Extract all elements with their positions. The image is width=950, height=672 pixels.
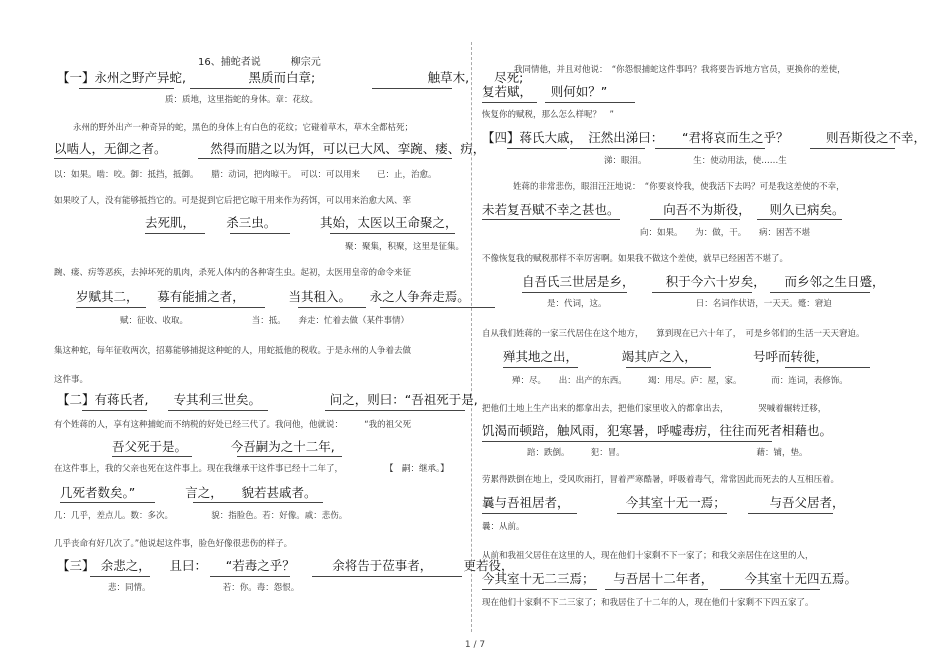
underline bbox=[482, 102, 537, 103]
translation: 自从我们姓蒋的一家三代居住在这个地方， 算到现在已六十年了， 可是乡邻们的生活一天天窘迫。 bbox=[482, 329, 865, 339]
underline bbox=[79, 88, 174, 89]
text-line: 未若复吾赋不幸之甚也。 向吾不为斯役， 则久已病矣。 bbox=[482, 202, 845, 217]
text-line: 以啮人，无御之者。 然得而腊之以为饵，可以已大风、挛踠、瘘、疠， bbox=[54, 141, 486, 156]
text-line: 去死肌， 杀三虫。 其始，太医以王命聚之， bbox=[145, 215, 458, 230]
text-line: 岁赋其二， 募有能捕之者， 当其租入。 永之人争奔走焉。 bbox=[76, 289, 470, 304]
underline bbox=[785, 367, 870, 368]
translation: 不像恢复我的赋税那样不幸厉害啊。如果我不做这个差使，就早已经困苦不堪了。 bbox=[482, 254, 789, 264]
translation: 在这件事上，我的父亲也死在这件事上。现在我继承干这件事已经十二年了， bbox=[54, 464, 344, 474]
underline bbox=[757, 219, 842, 220]
underline bbox=[54, 158, 149, 159]
underline bbox=[770, 292, 870, 293]
underline bbox=[76, 307, 146, 308]
annotation: 聚：聚集，积聚，这里是征集。 bbox=[345, 242, 465, 252]
underline bbox=[380, 307, 495, 308]
translation: 踠、瘘、疠等恶疾，去掉坏死的肌肉，杀死人体内的各种寄生虫。起初，太医用皇帝的命令来征 bbox=[54, 268, 412, 278]
annotation: 几：几乎，差点儿。数：多次。 貌：指脸色。若：好像。戚：悲伤。 bbox=[54, 511, 348, 521]
translation: 这件事。 bbox=[54, 375, 89, 385]
page-number: 1 / 7 bbox=[464, 640, 486, 650]
underline bbox=[650, 219, 740, 220]
underline bbox=[810, 148, 895, 149]
underline bbox=[330, 233, 455, 234]
translation: 有个姓蒋的人，享有这种捕蛇而不纳税的好处已经三代了。我问他，他就说： “我的祖父死 bbox=[54, 420, 412, 430]
underline bbox=[160, 307, 265, 308]
underline bbox=[312, 576, 462, 577]
annotation: 悲：同情。 若：你。毒：怨恨。 bbox=[108, 583, 300, 593]
text-line: 饥渴而顿踣，触风雨，犯寒暑，呼嘘毒疠，往往而死者相藉也。 bbox=[482, 423, 833, 438]
underline bbox=[168, 410, 268, 411]
column-divider bbox=[471, 42, 472, 632]
translation: 我同情他，并且对他说： “你怨恨捕蛇这件事吗？我将要告诉地方官员，更换你的差使， bbox=[514, 65, 846, 75]
underline bbox=[503, 367, 578, 368]
underline bbox=[60, 502, 155, 503]
annotation: 殚：尽。 出：出产的东西。 竭：用尽。庐：屋，家。 而：连词，表修饰。 bbox=[512, 376, 848, 386]
underline bbox=[230, 233, 290, 234]
underline bbox=[482, 513, 577, 514]
translation: 几乎丧命有好几次了。”他说起这件事，脸色好像很悲伤的样子。 bbox=[54, 539, 293, 549]
translation: 劳累得跌倒在地上，受风吹雨打，冒着严寒酷暑，呼吸着毒气，常常因此而死去的人互相压着。 bbox=[482, 475, 840, 485]
underline bbox=[90, 576, 150, 577]
annotation: 是：代词，这。 日：名词作状语，一天天。蹙：窘迫 bbox=[547, 299, 832, 309]
annotation: 踣：跌倒。 犯：冒。 藉：铺，垫。 bbox=[527, 448, 808, 458]
s1-heading: 【一】永州之野产异蛇, 黑质而白章; 触草木, 尽死; bbox=[57, 70, 524, 85]
annotation: 曩：从前。 bbox=[482, 522, 525, 532]
underline bbox=[652, 292, 752, 293]
underline bbox=[605, 589, 708, 590]
s4-heading: 【四】蒋氏大戚， 汪然出涕曰： “君将哀而生之乎？ 则吾斯役之不幸， bbox=[482, 130, 926, 145]
text-line: 吾父死于是。 今吾嗣为之十二年, bbox=[112, 439, 335, 454]
translation: 如果咬了人，没有能够抵挡它的。可是捉到它后把它晾干用来作为药饵，可以用来治愈大风、挛 bbox=[54, 196, 412, 206]
underline bbox=[482, 441, 772, 442]
underline bbox=[720, 589, 820, 590]
translation: 永州的野外出产一种奇异的蛇，黑色的身体上有白色的花纹；它碰着草木，草木全都枯死； bbox=[73, 123, 414, 133]
translation: 恢复你的赋税，那么怎么样呢？ ” bbox=[482, 110, 614, 120]
underline bbox=[190, 88, 280, 89]
underline bbox=[298, 307, 366, 308]
underline bbox=[112, 456, 192, 457]
translation: 集这种蛇，每年征收两次，招募能够捕捉这种蛇的人，用蛇抵他的税收。于是永州的人争着去做 bbox=[54, 346, 412, 356]
translation: 姓蒋的非常悲伤，眼泪汪汪地说： “你要哀怜我，使我活下去吗？可是我这差使的不幸， bbox=[513, 182, 845, 192]
underline bbox=[482, 589, 597, 590]
annotation: 【 嗣：继承。】 bbox=[385, 464, 449, 474]
underline bbox=[82, 410, 147, 411]
underline bbox=[507, 148, 567, 149]
text-line: 今其室十无二三焉； 与吾居十二年者， 今其室十无四五焉。 bbox=[482, 571, 858, 586]
annotation: 质：质地，这里指蛇的身体。章：花纹。 bbox=[165, 95, 319, 105]
underline bbox=[570, 148, 645, 149]
text-line: 几死者数矣。” 言之， 貌若甚戚者。 bbox=[60, 485, 317, 500]
underline bbox=[617, 513, 727, 514]
translation: 从前和我祖父居住在这里的人，现在他们十家剩不下一家了；和我父亲居住在这里的人， bbox=[482, 551, 814, 561]
annotation: 涕：眼泪。 生：使动用法，使……生 bbox=[604, 156, 787, 166]
s2-heading: 【二】有蒋氏者, 专其利三世矣。 问之，则曰：“吾祖死于是, bbox=[57, 392, 478, 407]
underline bbox=[655, 148, 765, 149]
underline bbox=[626, 367, 711, 368]
text-line: 自吾氏三世居是乡， 积于今六十岁矣， 而乡邻之生日蹙， bbox=[522, 274, 885, 289]
underline bbox=[237, 456, 342, 457]
page-title: 16、捕蛇者说 柳宗元 bbox=[198, 57, 321, 68]
text-line: 曩与吾祖居者， 今其室十无一焉； 与吾父居者， bbox=[482, 495, 845, 510]
translation: 现在他们十家剩不下二三家了；和我居住了十二年的人，现在他们十家剩不下四五家了。 bbox=[482, 598, 814, 608]
text-line: 殚其地之出， 竭其庐之入， 号呼而转徙， bbox=[503, 349, 829, 364]
underline bbox=[325, 410, 465, 411]
underline bbox=[545, 102, 635, 103]
translation: 把他们土地上生产出来的都拿出去，把他们家里收入的都拿出去， 哭喊着辗转迁移， bbox=[482, 404, 827, 414]
underline bbox=[193, 502, 323, 503]
text-line: 复若赋， 则何如？” bbox=[482, 84, 608, 99]
underline bbox=[372, 88, 452, 89]
underline bbox=[145, 233, 205, 234]
underline bbox=[482, 219, 620, 220]
annotation: 赋：征收、收取。 当：抵。 奔走：忙着去做（某件事情） bbox=[120, 316, 410, 326]
underline bbox=[198, 158, 452, 159]
underline bbox=[522, 292, 627, 293]
underline bbox=[210, 576, 290, 577]
s3-heading: 【三】 余悲之， 且曰： “若毒之乎？ 余将告于莅事者， 更若役， bbox=[57, 558, 514, 573]
underline bbox=[748, 513, 833, 514]
annotation: 向：如果。 为：做，干。 病：困苦不堪 bbox=[640, 228, 811, 238]
annotation: 以：如果。啮：咬。御：抵挡，抵御。 腊：动词，把肉晾干。 可以：可以用来 已：止，治愈。 bbox=[54, 170, 437, 180]
